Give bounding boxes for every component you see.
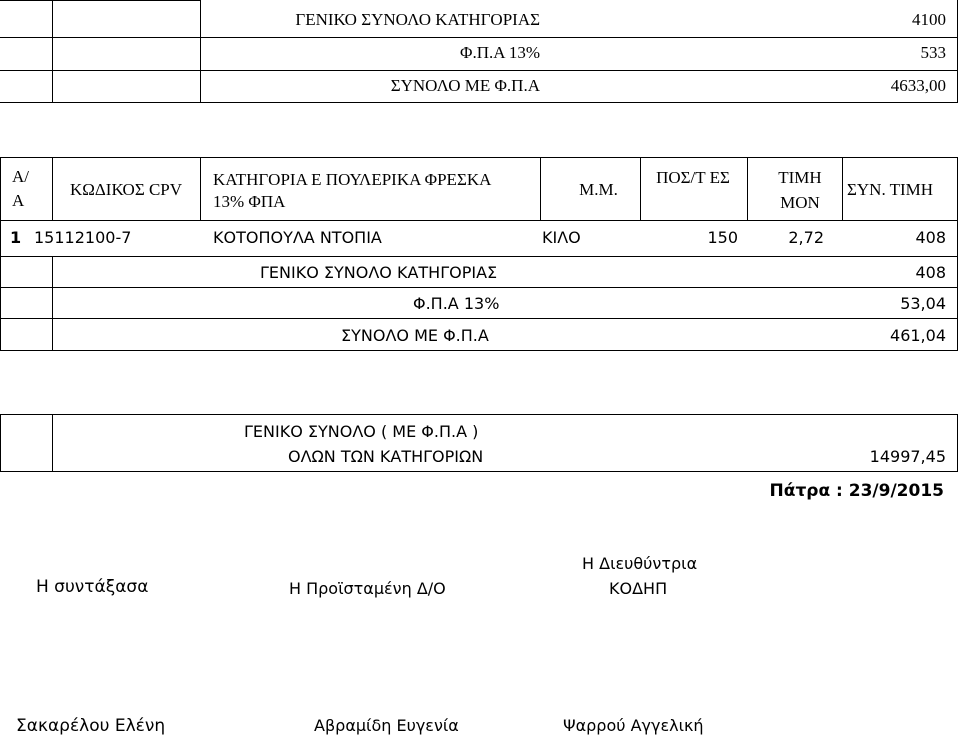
- category-total-value: 408: [915, 263, 946, 282]
- items-table-rule: [0, 318, 958, 319]
- drafter-title: Η συντάξασα: [36, 577, 149, 597]
- items-table-rule: [0, 157, 1, 351]
- grand-total-rule: [52, 414, 53, 472]
- header-cpv: ΚΩΔΙΚΟΣ CPV: [69, 180, 183, 199]
- top-vat-label: Φ.Π.Α 13%: [460, 43, 540, 62]
- category-vat-value: 53,04: [900, 294, 946, 313]
- category-total-with-vat-label: ΣΥΝΟΛΟ ΜΕ Φ.Π.Α: [341, 326, 489, 345]
- header-aa: Α/ Α: [12, 167, 29, 210]
- top-category-total-value: 4100: [912, 10, 946, 29]
- top-summary-rule: [957, 0, 958, 103]
- top-total-with-vat-value: 4633,00: [890, 76, 946, 95]
- header-total-price: ΣΥΝ. ΤΙΜΗ: [847, 180, 934, 199]
- item-cpv: 15112100-7: [34, 228, 132, 247]
- item-unit-price: 2,72: [788, 228, 824, 247]
- item-description: ΚΟΤΟΠΟΥΛΑ ΝΤΟΠΙΑ: [213, 228, 382, 247]
- top-vat-value: 533: [920, 43, 946, 62]
- items-table-rule: [0, 350, 958, 351]
- items-table-rule: [0, 256, 958, 257]
- director-title-line2: ΚΟΔΗΠ: [609, 579, 668, 598]
- items-table-rule: [200, 157, 201, 220]
- items-table-rule: [52, 157, 53, 220]
- items-table-rule: [842, 157, 843, 220]
- top-category-total-label: ΓΕΝΙΚΟ ΣΥΝΟΛΟ ΚΑΤΗΓΟΡΙΑΣ: [295, 10, 540, 29]
- grand-total-rule: [0, 414, 1, 472]
- category-vat-label: Φ.Π.Α 13%: [413, 294, 500, 313]
- grand-total-value: 14997,45: [869, 447, 946, 466]
- head-title: Η Προϊσταμένη Δ/Ο: [289, 579, 446, 598]
- items-table-rule: [540, 157, 541, 220]
- top-summary-rule: [0, 102, 958, 103]
- grand-total-rule: [0, 471, 958, 472]
- grand-total-label-line1: ΓΕΝΙΚΟ ΣΥΝΟΛΟ ( ΜΕ Φ.Π.Α ): [244, 422, 479, 441]
- top-summary-rule: [200, 0, 201, 102]
- header-unit-price: ΤΙΜΗ ΜΟΝ: [778, 168, 822, 212]
- top-summary-rule: [52, 0, 53, 102]
- top-summary-rule: [0, 0, 200, 1]
- items-table-rule: [0, 157, 958, 158]
- place-date: Πάτρα : 23/9/2015: [769, 481, 944, 501]
- items-table-rule: [52, 256, 53, 350]
- header-qty: ΠΟΣ/Τ ΕΣ: [656, 168, 730, 187]
- item-total: 408: [915, 228, 946, 247]
- item-qty: 150: [707, 228, 738, 247]
- category-total-with-vat-value: 461,04: [890, 326, 946, 345]
- grand-total-label-line2: ΟΛΩΝ ΤΩΝ ΚΑΤΗΓΟΡΙΩΝ: [288, 447, 484, 466]
- director-name: Ψαρρού Αγγελική: [563, 716, 704, 735]
- head-name: Αβραμίδη Ευγενία: [314, 716, 459, 735]
- items-table-rule: [640, 157, 641, 220]
- top-total-with-vat-label: ΣΥΝΟΛΟ ΜΕ Φ.Π.Α: [390, 76, 540, 95]
- header-unit: Μ.Μ.: [579, 180, 618, 199]
- item-unit: ΚΙΛΟ: [542, 228, 581, 247]
- items-table-rule: [0, 287, 958, 288]
- top-summary-rule: [0, 37, 958, 38]
- top-summary-rule: [0, 70, 958, 71]
- director-title-line1: Η Διευθύντρια: [582, 554, 698, 573]
- items-table-rule: [0, 220, 958, 221]
- header-category-line2: 13% ΦΠΑ: [213, 192, 286, 211]
- items-table-rule: [747, 157, 748, 220]
- category-total-label: ΓΕΝΙΚΟ ΣΥΝΟΛΟ ΚΑΤΗΓΟΡΙΑΣ: [260, 263, 498, 282]
- item-aa: 1: [10, 228, 22, 247]
- header-category-line1: ΚΑΤΗΓΟΡΙΑ Ε ΠΟΥΛΕΡΙΚΑ ΦΡΕΣΚΑ: [213, 170, 492, 189]
- drafter-name: Σακαρέλου Ελένη: [16, 716, 166, 736]
- items-table-rule: [957, 157, 958, 351]
- grand-total-rule: [0, 414, 958, 415]
- grand-total-rule: [957, 414, 958, 472]
